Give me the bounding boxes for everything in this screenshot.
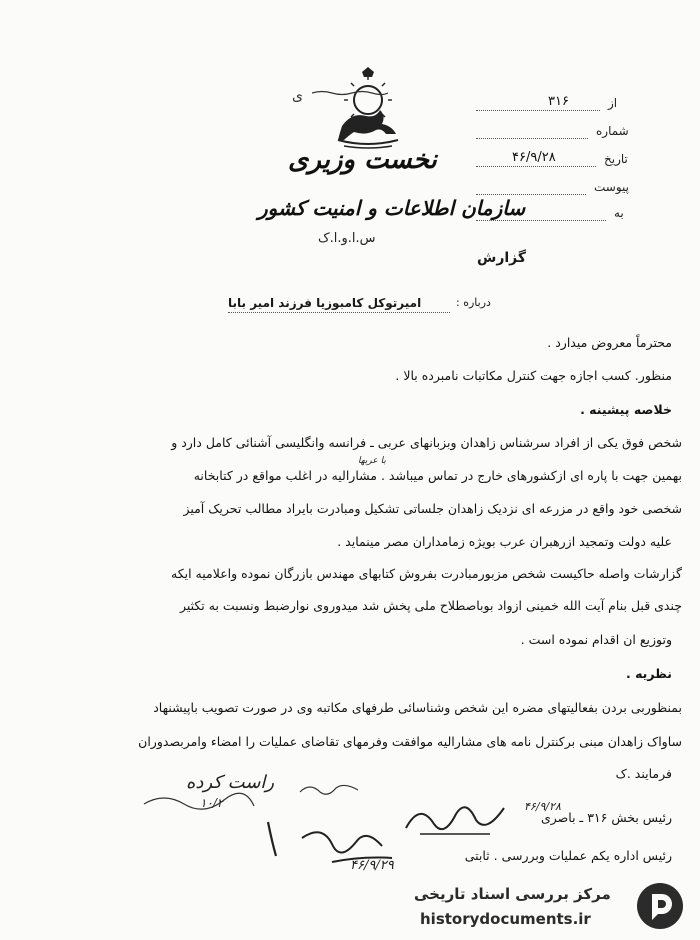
summary-line-3: شخصی خود واقع در مزرعه ای نزدیک زاهدان جلساتی تشکیل ومبادرت بایراد مطالب تحریک آمیز <box>183 501 682 516</box>
date-dotline <box>476 166 596 167</box>
reports-line-1: گزارشات واصله حاکیست شخص مزبورمبادرت بفروش کتابهای مهندس بازرگان نموده واعلامیه ایکه <box>171 566 682 581</box>
number-dotline <box>476 138 588 139</box>
small-scribble-icon <box>296 776 366 800</box>
opinion-line-2: ساواک زاهدان مبنی برکنترل نامه های مشارالیه موافقت وفرمهای تقاضای عملیات را امضاء وامربصدوران <box>138 734 682 749</box>
subject-label: درباره : <box>456 296 491 309</box>
reports-line-3: وتوزیع ان اقدام نموده است . <box>520 632 672 647</box>
document-type: گزارش <box>477 250 527 266</box>
letterhead-flourish-icon <box>312 90 388 96</box>
chief-section-signature: رئیس بخش ۳۱۶ ـ باصری <box>540 810 672 825</box>
opinion-heading: نظریه . <box>625 666 672 681</box>
to-dotline <box>476 220 606 221</box>
letterhead-title: نخست وزیری <box>288 145 437 175</box>
summary-line-4: علیه دولت وتمجید ازرهبران عرب بویژه زمامداران مصر مینماید . <box>337 534 672 549</box>
from-value: ۳۱۶ <box>548 94 569 109</box>
handwritten-date: ۱۰/۲ <box>200 796 224 810</box>
subject-dotline <box>228 312 450 313</box>
subject-text: امیرتوکل کامبوزیا فرزند امیر بابا <box>228 296 422 310</box>
date-label: تاریخ <box>604 152 628 166</box>
body-greeting: محترماً معروض میدارد . <box>547 335 672 350</box>
from-label: از <box>608 96 618 110</box>
summary-line-1: شخص فوق یکی از افراد سرشناس زاهدان وبزبانهای عربی ـ فرانسه وانگلیسی آشنائی کامل دارد و <box>171 435 682 450</box>
attachment-label: پیوست <box>594 180 629 194</box>
opinion-line-1: بمنظوربی بردن بفعالیتهای مضره این شخص وشناسائی طرفهای مکاتبه وی در صورت تصویب باپیشنهاد <box>153 700 682 715</box>
date-value: ۴۶/۹/۲۸ <box>512 150 556 165</box>
to-label: به <box>614 206 624 220</box>
from-dotline <box>476 110 600 111</box>
chief-section-date: ۴۶/۹/۲۸ <box>524 800 561 813</box>
letterhead-organization: سازمان اطلاعات و امنیت کشور <box>258 196 526 220</box>
reports-line-2: چندی قبل بنام آیت الله خمینی ازواد بوباصطلاح ملی پخش شد میدوروی نوارضبط ونسبت به تکثیر <box>179 598 682 613</box>
watermark-site: historydocuments.ir <box>420 910 591 928</box>
handwritten-scribble-icon <box>140 790 260 810</box>
number-label: شماره <box>596 124 629 138</box>
letterhead-code: س.ا.و.ا.ک <box>318 231 376 246</box>
chief-department-date: ۴۶/۹/۲۹ <box>350 858 394 873</box>
chief-department-signature-scribble-icon <box>262 812 402 872</box>
lion-and-sun-emblem-icon <box>332 66 404 150</box>
summary-line-2: بهمین جهت با پاره ای ازکشورهای خارج در تماس میباشد . مشارالیه در اغلب مواقع در کتابخانه <box>193 468 682 483</box>
body-purpose: منظور. کسب اجازه جهت کنترل مکاتبات نامبرده بالا . <box>395 368 672 383</box>
chief-section-signature-scribble-icon <box>400 798 510 838</box>
annotation-above: با عربها <box>358 456 386 466</box>
summary-heading: خلاصه پیشینه . <box>580 402 672 417</box>
archive-logo-icon <box>636 882 684 930</box>
handwritten-note: راست کرده <box>186 772 275 793</box>
chief-department-signature: رئیس اداره یکم عملیات وبررسی . ثابتی <box>464 848 672 863</box>
watermark-name: مرکز بررسی اسناد تاریخی <box>414 885 611 903</box>
attachment-dotline <box>476 194 586 195</box>
letterhead-mark: ی <box>292 88 303 104</box>
opinion-line-3: فرمایند .ک <box>615 766 672 781</box>
